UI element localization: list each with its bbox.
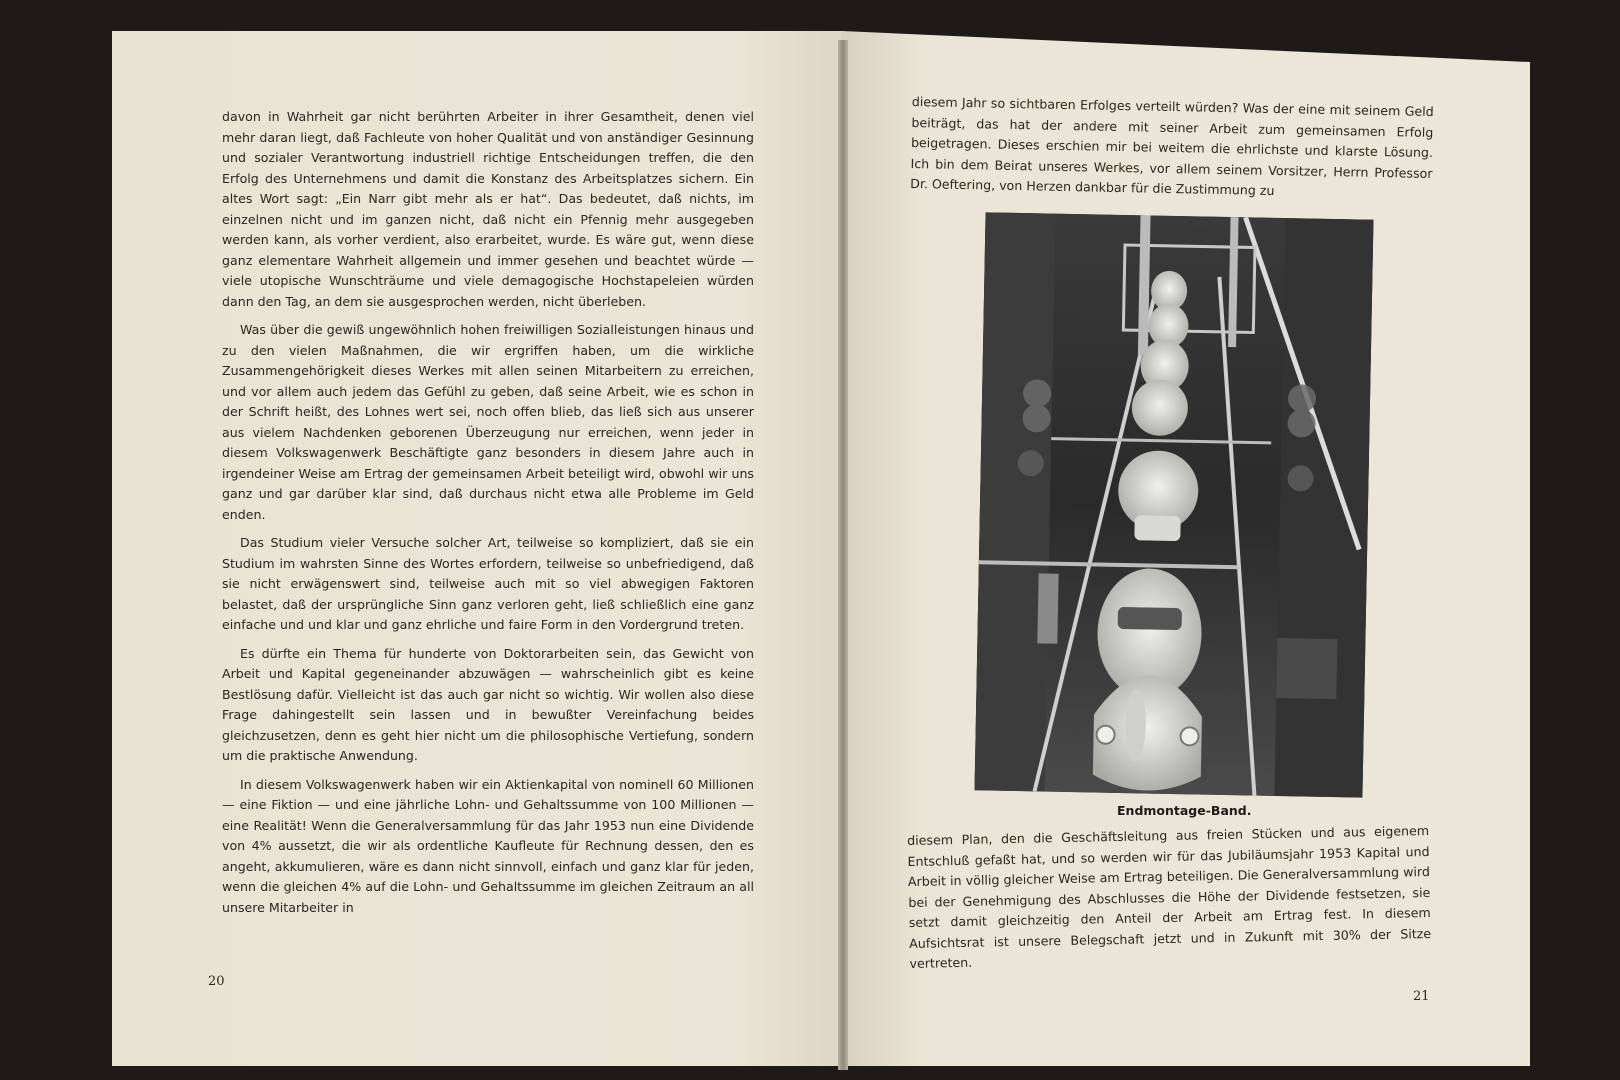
paragraph: Das Studium vieler Versuche solcher Art, teilweise so kompliziert, daß sie ein Studium im wahrsten Sinne des Wortes erfordern, teilweise so unbefriedigend, daß sie nicht erwägenswert sind, teilweise auch mit so viel abwegigen Faktoren belastet, daß der ursprüngliche Sinn ganz verloren geht, ließ schließlich eine ganz einfache und und klar und ganz ehrliche und faire Form in den Vordergrund treten. <box>222 535 754 632</box>
photo-caption: Endmontage-Band. <box>1117 803 1252 818</box>
paragraph: Was über die gewiß ungewöhnlich hohen freiwilligen Sozialleistungen hinaus und zu den vielen Maßnahmen, die wir ergriffen haben, um die wirkliche Zusammengehörigkeit dieses Werkes mit allen seinen Mitarbeitern zu erreichen, und vor allem auch jedem das Gefühl zu geben, daß seine Arbeit, wie es schon in der Schrift heißt, des Lohnes wert sei, noch offen blieb, das ließ sich aus unserer aus vielem Nachdenken geborenen Überzeugung nur erreichen, wenn jeder in diesem Volkswagenwerk Beschäftigte ganz besonders in diesem Jahre auch in irgendeiner Weise am Ertrag der gemeinsamen Arbeit beteiligt wird, obwohl wir uns ganz und gar darüber klar sind, daß durchaus nicht etwa alle Probleme im Geld enden. <box>222 322 754 522</box>
assembly-line-photo-drawing <box>974 212 1373 797</box>
left-page-text <box>222 107 754 926</box>
paragraph: Es dürfte ein Thema für hunderte von Doktorarbeiten sein, das Gewicht von Arbeit und Kapital gegeneinander abzuwägen — wahrscheinlich gibt es keine Bestlösung dafür. Vielleicht ist das auch gar nicht so wichtig. Wir wollen also diese Frage dahingestellt sein lassen und in bewußter Vereinfachung beides gleichzusetzen, denn es geht hier nicht um die philosophische Vertiefung, sondern um die praktische Anwendung. <box>222 645 754 763</box>
page-number-left: 20 <box>208 974 225 989</box>
book-gutter <box>838 40 848 1070</box>
right-page-top-text <box>910 92 1434 213</box>
page-number-right: 21 <box>1413 989 1430 1004</box>
paragraph: diesem Jahr so sichtbaren Erfolges verteilt würden? Was der eine mit seinem Geld beiträgt, das hat der andere mit seiner Arbeit zum gemeinsamen Erfolg beigetragen. Dieses erschien mir bei weitem die ehrlichste und klarste Lösung. Ich bin dem Beirat unseres Werkes, vor allem seinem Vorsitzer, Herrn Professor Dr. Oeftering, von Herzen dankbar für die Zustimmung zu <box>910 93 1434 198</box>
paragraph: In diesem Volkswagenwerk haben wir ein Aktienkapital von nominell 60 Millionen — eine Fiktion — und eine jährliche Lohn- und Gehaltssumme von 100 Millionen — eine Realität! Wenn die Generalversammlung für das Jahr 1953 nun eine Dividende von 4% aussetzt, die wir als ordentliche Kaufleute für Rechnung dessen, den es angeht, akkumulieren, wäre es dann nicht sinnvoll, einfach und ganz klar für jeden, wenn die gleichen 4% auf die Lohn- und Gehaltssumme im gleichen Zeitraum an all unsere Mitarbeiter in <box>222 776 754 915</box>
assembly-line-photo <box>974 212 1373 797</box>
paragraph: diesem Plan, den die Geschäftsleitung aus freien Stücken und aus eigenem Entschluß gefaßt hat, und so werden wir für das Jubiläumsjahr 1953 Kapital und Arbeit in völlig gleicher Weise am Ertrag beteiligen. Die Generalversammlung wird bei der Genehmigung des Abschlusses die Höhe der Dividende festsetzen, sie setzt damit gleichzeitig den Anteil der Arbeit am Ertrag fest. In diesem Aufsichtsrat ist unsere Belegschaft jetzt und in Zukunft mit 30% der Sitze vertreten. <box>907 822 1432 971</box>
right-page-bottom-text <box>907 821 1432 982</box>
paragraph: davon in Wahrheit gar nicht berührten Arbeiter in ihrer Gesamtheit, denen viel mehr daran liegt, daß Fachleute von hoher Qualität und von anständiger Gesinnung und sozialer Verantwortung industriell richtige Entscheidungen treffen, die den Erfolg des Unternehmens und damit die Konstanz des Arbeitsplatzes sichern. Ein altes Wort sagt: „Ein Narr gibt mehr als er hat“. Das bedeutet, daß nichts, im einzelnen nicht und im ganzen nicht, daß nicht ein Pfennig mehr ausgegeben werden kann, als vorher verdient, also erarbeitet, wurde. Es wäre gut, wenn diese ganz elementare Wahrheit allgemein und immer gesehen und beachtet würde — viele utopische Wunschträume und viele demagogische Hochstapeleien würden dann den Tag, an dem sie ausgesprochen werden, nicht überleben. <box>222 109 754 309</box>
